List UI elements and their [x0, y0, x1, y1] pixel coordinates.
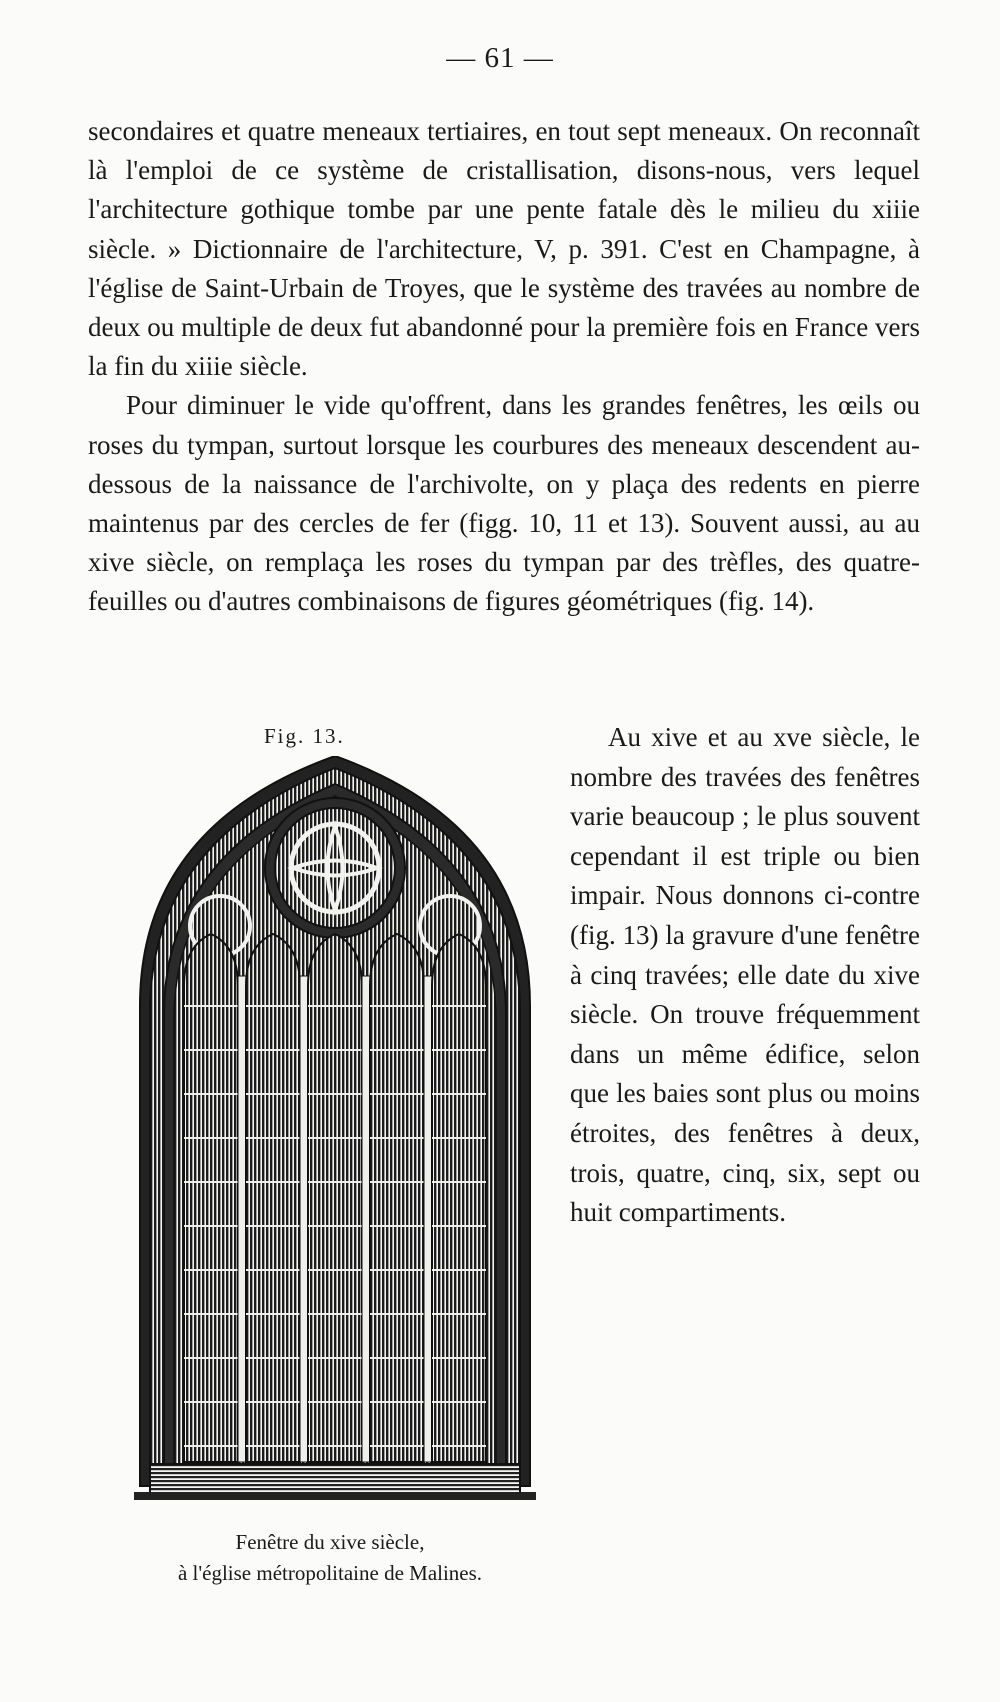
mullion	[238, 976, 246, 1462]
page-number: — 61 —	[446, 42, 554, 74]
mullion	[362, 976, 370, 1462]
gothic-window-engraving-icon	[130, 756, 540, 1522]
paragraph-2: Pour diminuer le vide qu'offrent, dans les grandes fenêtres, les œils ou roses du tympan, surtout lorsque les courbures des meneaux descendent au-dessous de la naissance de l'archivolte, on y plaça des redents en pierre maintenus par des cercles de fer (figg. 10, 11 et 13). Souvent aussi, au au xive siècle, on remplaça les roses du tympan par des trèfles, des quatre-feuilles ou d'autres combinaisons de figures géométriques (fig. 14).	[88, 390, 920, 617]
mullion	[424, 976, 432, 1462]
side-text-block	[570, 718, 920, 1233]
lancet-light	[432, 934, 486, 1462]
main-text-block	[88, 112, 920, 622]
figure-caption	[120, 1527, 540, 1589]
caption-line-2: à l'église métropolitaine de Malines.	[177, 1561, 483, 1585]
gothic-window-figure	[130, 756, 540, 1522]
lancet-light	[370, 934, 424, 1462]
mullion	[300, 976, 308, 1462]
rose-window	[265, 798, 405, 938]
paragraph-1: secondaires et quatre meneaux tertiaires, en tout sept meneaux. On reconnaît là l'emploi de ce système de cristallisation, disons-nous, vers lequel l'architecture gothique tombe par une pente fatale dès le milieu du xiiie siècle. » Dictionnaire de l'architecture, V, p. 391. C'est en Champagne, à l'église de Saint-Urbain de Troyes, que le système des travées au nombre de deux ou multiple de deux fut abandonné pour la première fois en France vers la fin du xiiie siècle.	[88, 116, 920, 382]
lancet-light	[184, 934, 238, 1462]
lancet-light	[308, 934, 362, 1462]
lancet-light	[246, 934, 300, 1462]
figure-label: Fig. 13.	[264, 724, 345, 748]
lancet-lights	[184, 934, 486, 1462]
caption-line-1: Fenêtre du xive siècle,	[235, 1530, 425, 1554]
paragraph-3: Au xive et au xve siècle, le nombre des travées des fenêtres varie beaucoup ; le plus souvent cependant il est triple ou bien impair. Nous donnons ci-contre (fig. 13) la gravure d'une fenêtre à cinq travées; elle date du xive siècle. On trouve fréquemment dans un même édifice, selon que les baies sont plus ou moins étroites, des fenêtres à deux, trois, quatre, cinq, six, sept ou huit compartiments.	[570, 722, 920, 1228]
